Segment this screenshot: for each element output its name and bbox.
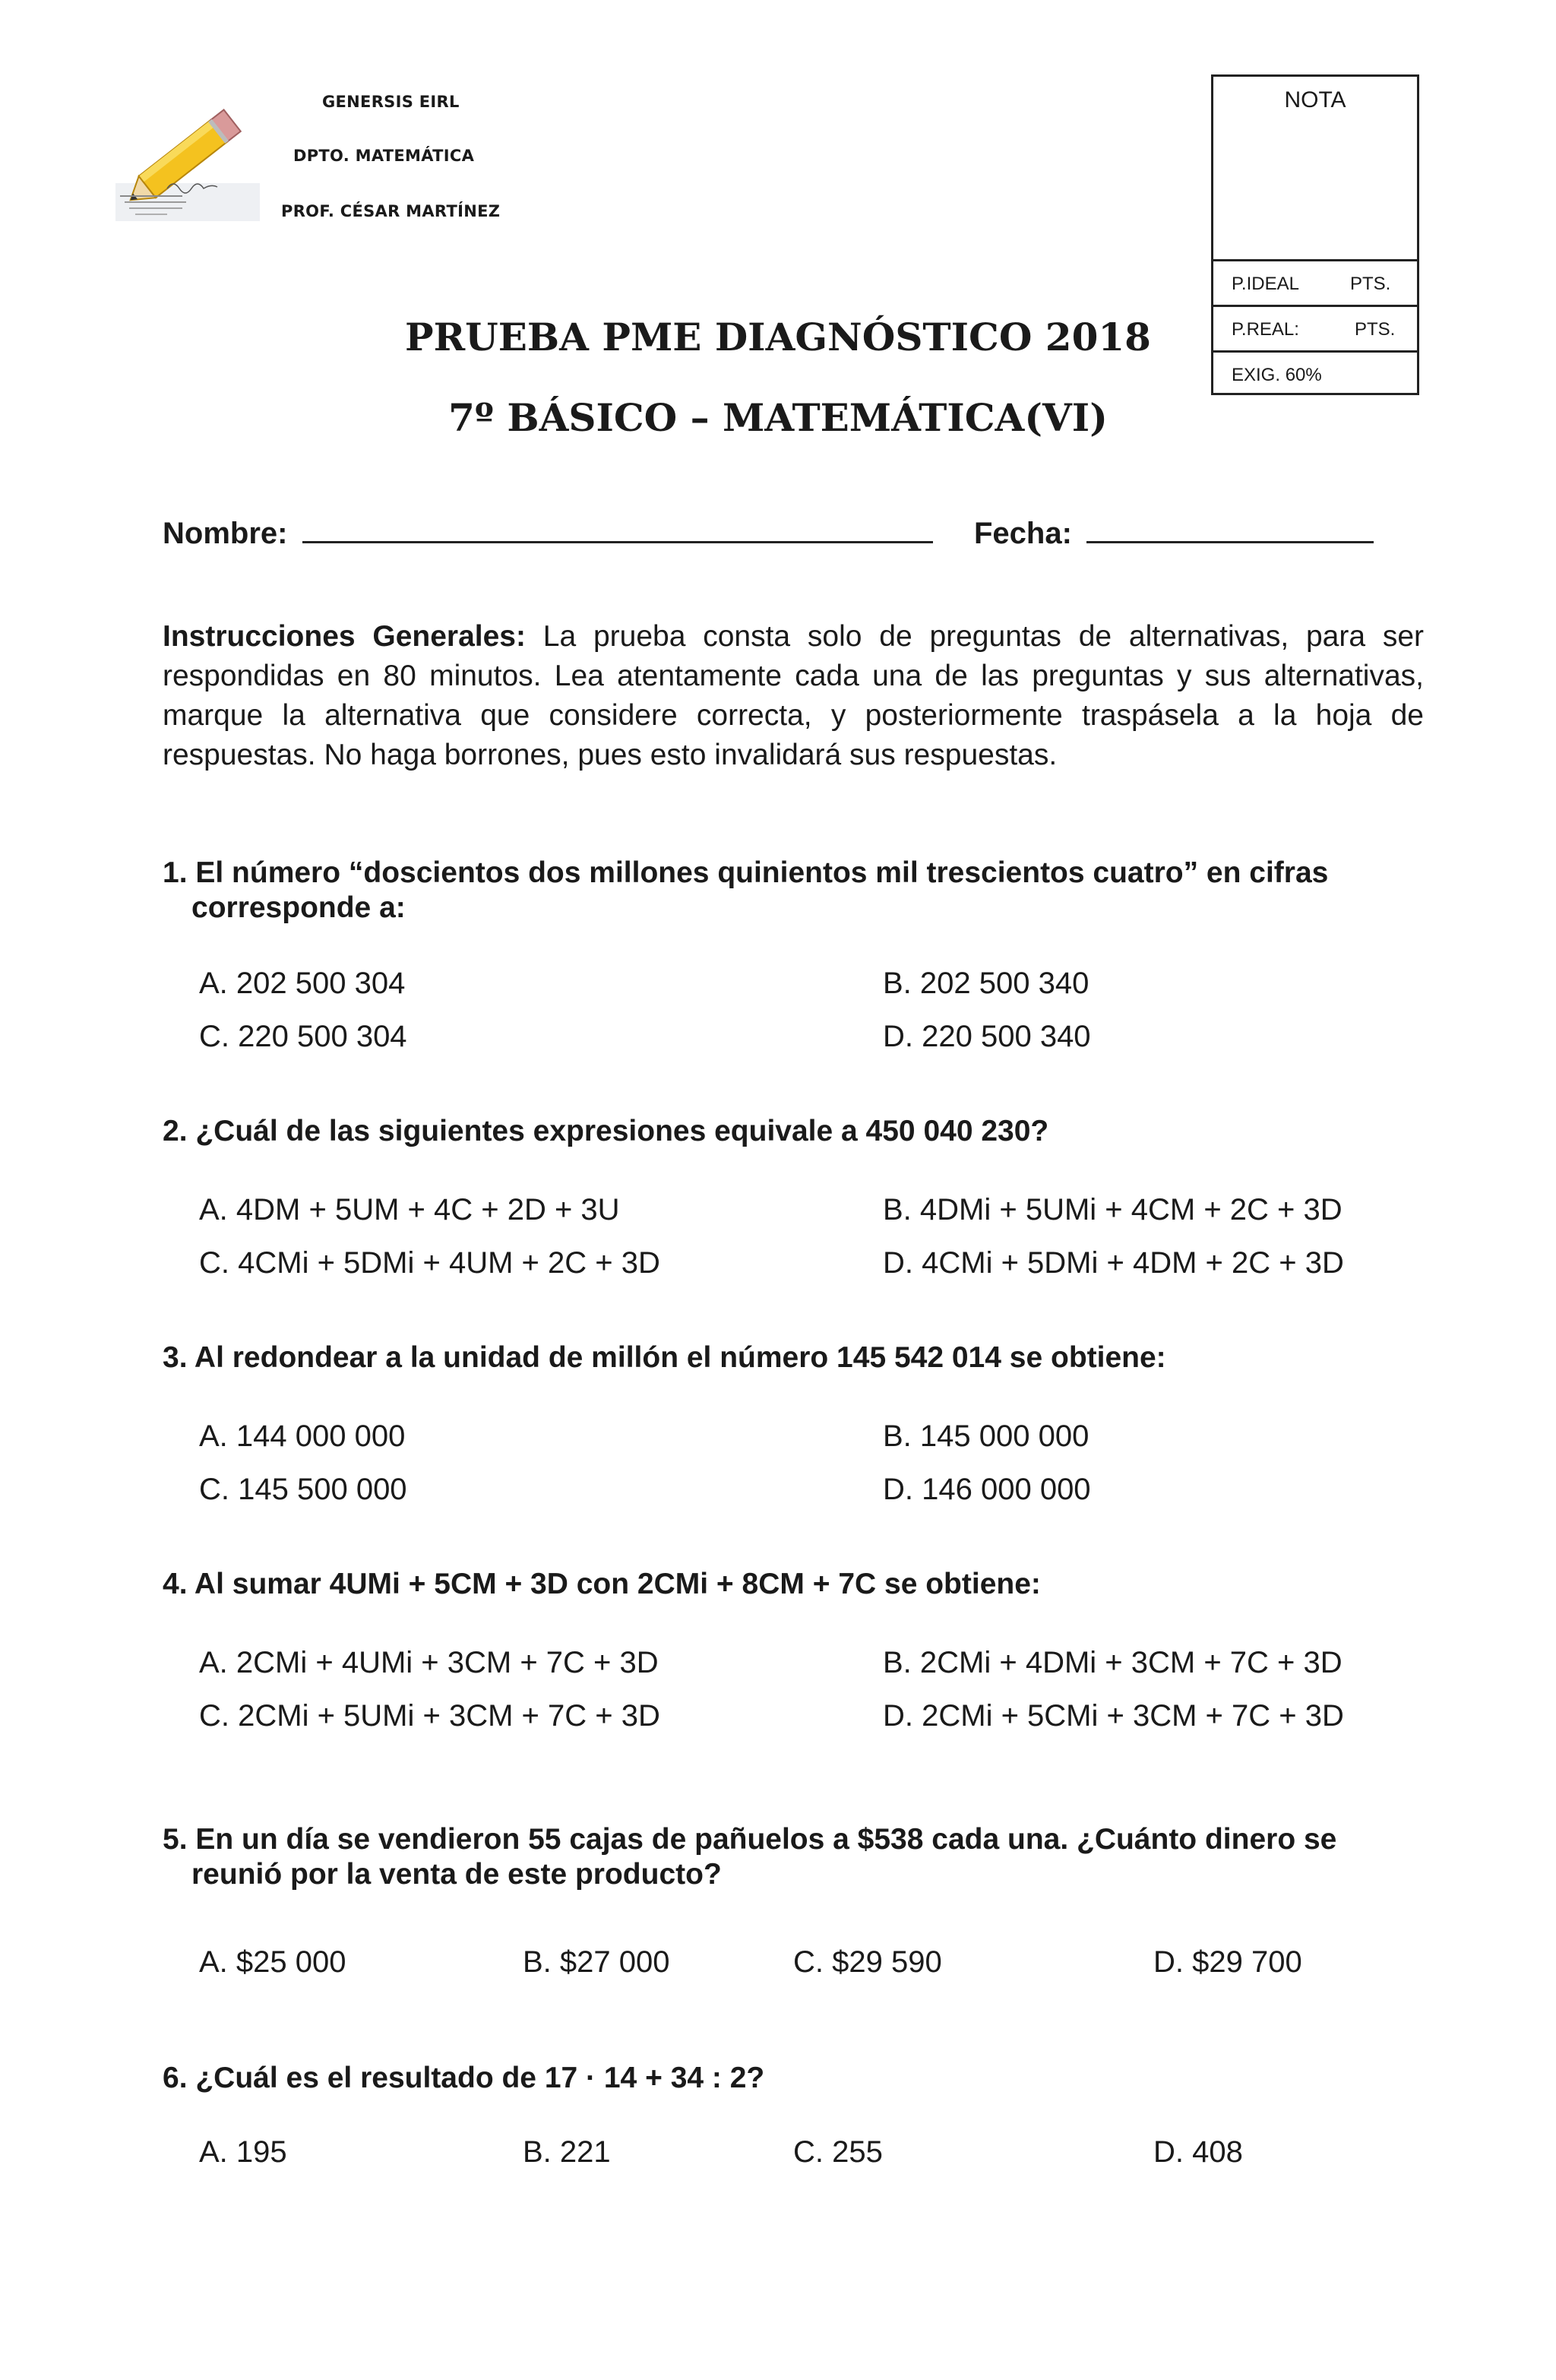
- q1-option-a[interactable]: A. 202 500 304: [199, 967, 406, 1000]
- logo: [114, 96, 266, 225]
- question-text-cont: reunió por la venta de este producto?: [191, 1858, 722, 1891]
- date-field[interactable]: [974, 514, 1374, 551]
- q1-option-b[interactable]: B. 202 500 340: [883, 967, 1090, 1000]
- question-text-cont: corresponde a:: [191, 891, 406, 924]
- q3-option-a[interactable]: A. 144 000 000: [199, 1419, 406, 1453]
- ideal-points-row: [1213, 259, 1417, 305]
- instructions-label: Instrucciones Generales:: [163, 620, 526, 653]
- exigency-row: [1213, 350, 1417, 396]
- q2-option-a[interactable]: A. 4DM + 5UM + 4C + 2D + 3U: [199, 1193, 620, 1226]
- real-points-label: P.REAL:: [1232, 319, 1299, 340]
- department: DPTO. MATEMÁTICA: [293, 147, 475, 165]
- q2-option-d[interactable]: D. 4CMi + 5DMi + 4DM + 2C + 3D: [883, 1246, 1344, 1280]
- question-1: [163, 856, 1424, 926]
- q3-option-b[interactable]: B. 145 000 000: [883, 1419, 1090, 1453]
- question-text: 1. El número “doscientos dos millones quinientos mil trescientos cuatro” en cifras: [163, 856, 1329, 889]
- q4-option-c[interactable]: C. 2CMi + 5UMi + 3CM + 7C + 3D: [199, 1699, 660, 1733]
- grade-label: NOTA: [1284, 87, 1346, 112]
- ideal-points-label: P.IDEAL: [1232, 274, 1299, 294]
- question-5: [163, 1822, 1424, 1892]
- q2-option-b[interactable]: B. 4DMi + 5UMi + 4CM + 2C + 3D: [883, 1193, 1343, 1226]
- question-6: [163, 2061, 1424, 2096]
- pencil-logo-icon: [114, 96, 266, 225]
- q4-option-a[interactable]: A. 2CMi + 4UMi + 3CM + 7C + 3D: [199, 1646, 659, 1679]
- question-text: 2. ¿Cuál de las siguientes expresiones equivale a 450 040 230?: [163, 1115, 1049, 1147]
- date-blank[interactable]: [1086, 514, 1374, 543]
- q5-option-c[interactable]: C. $29 590: [793, 1945, 942, 1979]
- q1-option-c[interactable]: C. 220 500 304: [199, 1020, 407, 1053]
- instructions: [163, 617, 1424, 775]
- name-blank[interactable]: [302, 514, 933, 543]
- question-text: 4. Al sumar 4UMi + 5CM + 3D con 2CMi + 8CM + 7C se obtiene:: [163, 1568, 1041, 1600]
- q6-option-c[interactable]: C. 255: [793, 2135, 883, 2169]
- q5-option-a[interactable]: A. $25 000: [199, 1945, 346, 1979]
- q2-option-c[interactable]: C. 4CMi + 5DMi + 4UM + 2C + 3D: [199, 1246, 660, 1280]
- ideal-points-unit: PTS.: [1350, 274, 1391, 294]
- q1-option-d[interactable]: D. 220 500 340: [883, 1020, 1091, 1053]
- q6-option-a[interactable]: A. 195: [199, 2135, 287, 2169]
- name-field[interactable]: [163, 514, 933, 551]
- question-text: 3. Al redondear a la unidad de millón el número 145 542 014 se obtiene:: [163, 1341, 1166, 1374]
- name-label: Nombre:: [163, 517, 288, 550]
- page-subtitle: 7º BÁSICO – MATEMÁTICA(VI): [448, 395, 1108, 440]
- real-points-unit: PTS.: [1355, 319, 1396, 340]
- page-title: PRUEBA PME DIAGNÓSTICO 2018: [405, 315, 1151, 359]
- question-text: 6. ¿Cuál es el resultado de 17 · 14 + 34 : 2?: [163, 2062, 765, 2094]
- q6-option-b[interactable]: B. 221: [523, 2135, 611, 2169]
- q5-option-b[interactable]: B. $27 000: [523, 1945, 670, 1979]
- grade-box: [1211, 74, 1419, 395]
- question-2: [163, 1114, 1424, 1149]
- question-text: 5. En un día se vendieron 55 cajas de pañuelos a $538 cada una. ¿Cuánto dinero se: [163, 1823, 1337, 1856]
- q4-option-b[interactable]: B. 2CMi + 4DMi + 3CM + 7C + 3D: [883, 1646, 1343, 1679]
- exigency-label: EXIG. 60%: [1232, 365, 1322, 385]
- question-3: [163, 1340, 1424, 1375]
- date-label: Fecha:: [974, 517, 1072, 550]
- instructions-text: La prueba consta solo de preguntas de alternativas, para ser respondidas en 80 minutos. Lea atentamente cada una de las preguntas y sus alternativas, marque la alternativa que considere correcta, y posteriormente traspásela a la hoja de respuestas. No haga borrones, pues esto invalidará sus respuestas.: [163, 620, 1424, 771]
- teacher-name: PROF. CÉSAR MARTÍNEZ: [281, 202, 501, 220]
- q3-option-d[interactable]: D. 146 000 000: [883, 1473, 1091, 1506]
- q3-option-c[interactable]: C. 145 500 000: [199, 1473, 407, 1506]
- q5-option-d[interactable]: D. $29 700: [1153, 1945, 1302, 1979]
- real-points-row: [1213, 305, 1417, 350]
- q6-option-d[interactable]: D. 408: [1153, 2135, 1243, 2169]
- company-name: GENERSIS EIRL: [322, 93, 460, 111]
- q4-option-d[interactable]: D. 2CMi + 5CMi + 3CM + 7C + 3D: [883, 1699, 1344, 1733]
- question-4: [163, 1567, 1424, 1602]
